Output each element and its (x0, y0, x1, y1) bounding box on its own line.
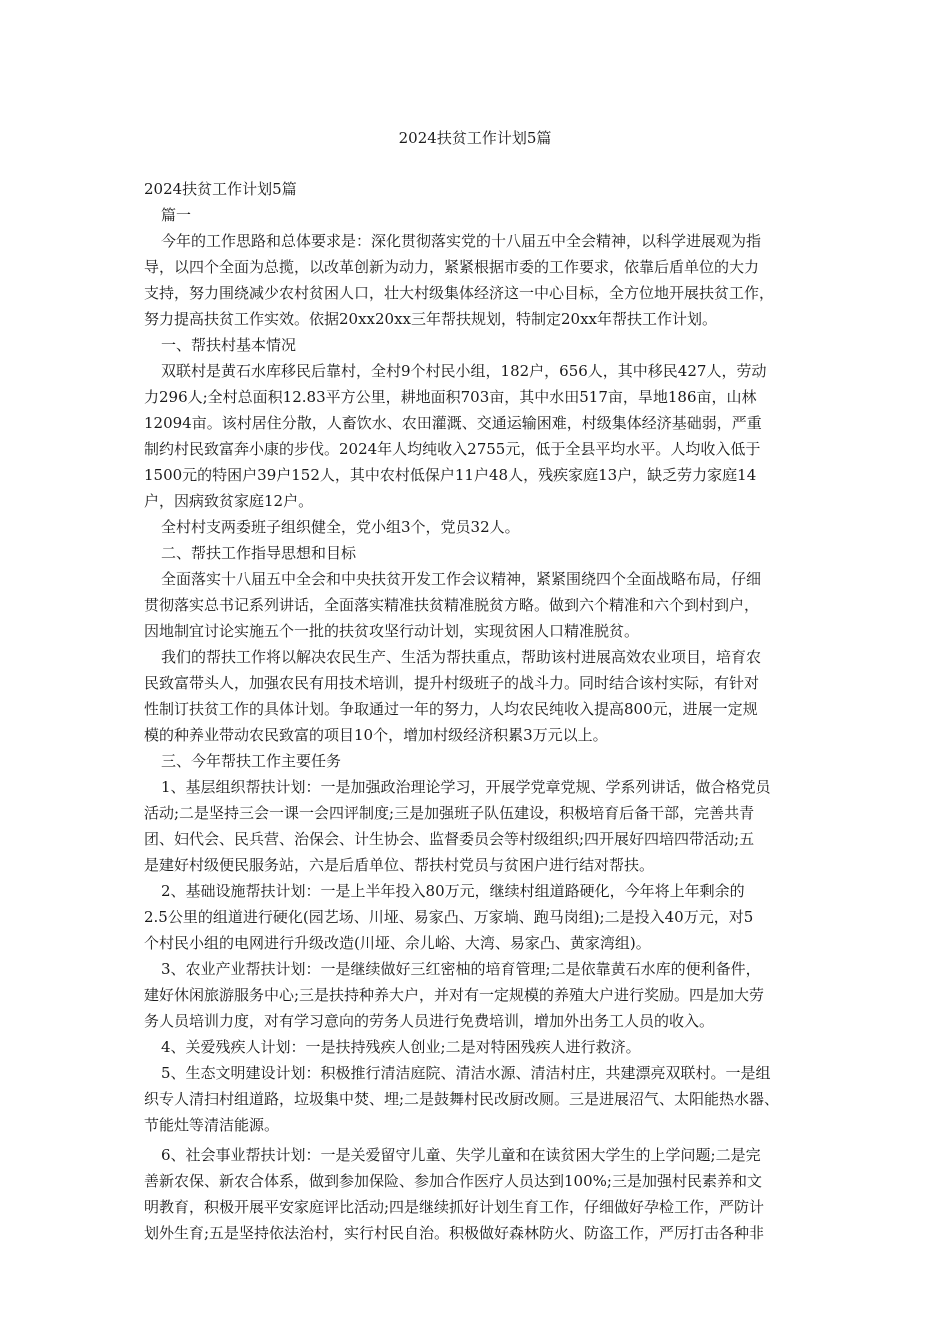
text-line: 导，以四个全面为总揽，以改革创新为动力，紧紧根据市委的工作要求，依靠后盾单位的大力 (144, 258, 760, 276)
text-line: 4、关爱残疾人计划：一是扶持残疾人创业;二是对特困残疾人进行救济。 (161, 1038, 641, 1056)
text-line: 我们的帮扶工作将以解决农民生产、生活为帮扶重点，帮助该村进展高效农业项目，培育农 (161, 648, 762, 666)
text-line: 1500元的特困户39户152人，其中农村低保户11户48人，残疾家庭13户，缺乏劳力家庭14 (144, 466, 757, 484)
text-line: 划外生育;五是坚持依法治村，实行村民自治。积极做好森林防火、防盗工作，严厉打击各种非 (144, 1224, 765, 1242)
text-line: 模的种养业带动农民致富的项目10个，增加村级经济积累3万元以上。 (144, 726, 608, 744)
text-line: 制约村民致富奔小康的步伐。2024年人均纯收入2755元，低于全县平均水平。人均收入低于 (144, 440, 761, 458)
text-line: 民致富带头人，加强农民有用技术培训，提升村级班子的战斗力。同时结合该村实际，有针对 (144, 674, 760, 692)
text-line: 全村村支两委班子组织健全，党小组3个，党员32人。 (161, 518, 520, 536)
text-line: 性制订扶贫工作的具体计划。争取通过一年的努力，人均农民纯收入提高800元，进展一定规 (144, 700, 758, 718)
text-line: 节能灶等清洁能源。 (144, 1116, 280, 1134)
text-line: 2.5公里的组道进行硬化(园艺场、川垭、易家凸、万家埫、跑马岗组);二是投入40万元，对5 (144, 908, 754, 926)
text-line: 善新农保、新农合体系，做到参加保险、参加合作医疗人员达到100%;三是加强村民素养和文 (144, 1172, 762, 1190)
text-line: 团、妇代会、民兵营、治保会、计生协会、监督委员会等村级组织;四开展好四培四带活动;五 (144, 830, 755, 848)
text-line: 活动;二是坚持三会一课一会四评制度;三是加强班子队伍建设，积极培育后备干部，完善共青 (144, 804, 755, 822)
text-line: 个村民小组的电网进行升级改造(川垭、佘儿峪、大湾、易家凸、黄家湾组)。 (144, 934, 651, 952)
text-line: 5、生态文明建设计划：积极推行清洁庭院、清洁水源、清洁村庄，共建漂亮双联村。一是组 (161, 1064, 771, 1082)
text-line: 户，因病致贫家庭12户。 (144, 492, 314, 510)
text-line: 3、农业产业帮扶计划：一是继续做好三红密柚的培育管理;二是依靠黄石水库的便利备件， (161, 960, 761, 978)
text-line: 2、基础设施帮扶计划：一是上半年投入80万元，继续村组道路硬化，今年将上年剩余的 (161, 882, 745, 900)
text-line: 支持，努力围绕减少农村贫困人口，壮大村级集体经济这一中心目标，全方位地开展扶贫工作， (144, 284, 775, 302)
text-line: 全面落实十八届五中全会和中央扶贫开发工作会议精神，紧紧围绕四个全面战略布局，仔细 (161, 570, 762, 588)
text-line: 6、社会事业帮扶计划：一是关爱留守儿童、失学儿童和在读贫困大学生的上学问题;二是完 (161, 1146, 761, 1164)
text-line: 2024扶贫工作计划5篇 (144, 180, 297, 198)
text-line: 12094亩。该村居住分散，人畜饮水、农田灌溉、交通运输困难，村级集体经济基础弱，严重 (144, 414, 762, 432)
document-body (144, 176, 814, 1246)
text-line: 双联村是黄石水库移民后靠村，全村9个村民小组，182户，656人，其中移民427人，劳动 (161, 362, 767, 380)
text-line: 三、今年帮扶工作主要任务 (161, 752, 342, 770)
text-line: 二、帮扶工作指导思想和目标 (161, 544, 357, 562)
text-line: 1、基层组织帮扶计划：一是加强政治理论学习，开展学党章党规、学系列讲话，做合格党员 (161, 778, 771, 796)
text-line: 务人员培训力度，对有学习意向的劳务人员进行免费培训，增加外出务工人员的收入。 (144, 1012, 715, 1030)
text-line: 努力提高扶贫工作实效。依据20xx20xx三年帮扶规划，特制定20xx年帮扶工作计划。 (144, 310, 718, 328)
text-line: 贯彻落实总书记系列讲话，全面落实精准扶贫精准脱贫方略。做到六个精准和六个到村到户， (144, 596, 760, 614)
text-line: 建好休闲旅游服务中心;三是扶持种养大户，并对有一定规模的养殖大户进行奖励。四是加大劳 (144, 986, 765, 1004)
text-line: 因地制宜讨论实施五个一批的扶贫攻坚行动计划，实现贫困人口精准脱贫。 (144, 622, 640, 640)
document-title: 2024扶贫工作计划5篇 (398, 129, 552, 147)
text-line: 织专人清扫村组道路，垃圾集中焚、埋;二是鼓舞村民改厨改厕。三是进展沼气、太阳能热水器、 (144, 1090, 780, 1108)
text-line: 力296人;全村总面积12.83平方公里，耕地面积703亩，其中水田517亩，旱地186亩，山林 (144, 388, 757, 406)
text-line: 一、帮扶村基本情况 (161, 336, 297, 354)
text-line: 篇一 (161, 206, 192, 224)
text-line: 今年的工作思路和总体要求是：深化贯彻落实党的十八届五中全会精神，以科学进展观为指 (161, 232, 762, 250)
text-line: 明教育，积极开展平安家庭评比活动;四是继续抓好计划生育工作，仔细做好孕检工作，严防计 (144, 1198, 765, 1216)
text-line: 是建好村级便民服务站，六是后盾单位、帮扶村党员与贫困户进行结对帮扶。 (144, 856, 655, 874)
